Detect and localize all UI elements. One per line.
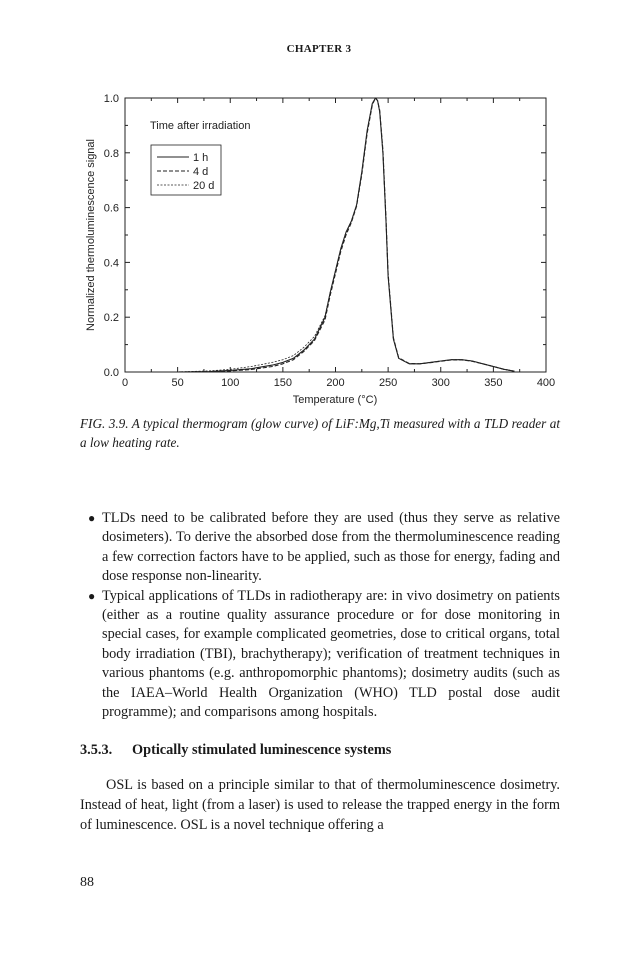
- y-tick-label: 0.8: [103, 147, 119, 160]
- bullet-icon: ●: [88, 588, 96, 603]
- chapter-header: CHAPTER 3: [286, 43, 352, 55]
- chart-annotation: Time after irradiation: [150, 120, 251, 132]
- series-line-20d: [125, 98, 514, 372]
- x-tick-label: 350: [484, 377, 503, 389]
- bullet-list: [88, 509, 560, 722]
- glow-curve-chart: [0, 0, 638, 410]
- y-tick-label: 0.4: [103, 257, 119, 270]
- list-item-text: Typical applications of TLDs in radiotherapy are: in vivo dosimetry on patients (either as a routine quality assurance procedure or for dose monitoring in special cases, for example complicated geometries, dose to critical organs, total body irradiation (TBI), brachytherapy); verification of treatment techniques in various phantoms (e.g. anthropomorphic phantoms); dosimetry audits (such as the IAEA–World Health Organization (WHO) TLD postal dose audit programme); and comparisons among hospitals.: [102, 587, 560, 721]
- x-axis-label: Temperature (°C): [292, 394, 378, 406]
- section-heading: [80, 742, 560, 759]
- series-line-1h: [125, 98, 514, 372]
- bullet-icon: ●: [88, 511, 96, 525]
- x-tick-label: 250: [378, 377, 398, 389]
- legend-label: 1 h: [193, 152, 209, 164]
- figure-caption: FIG. 3.9. A typical thermogram (glow curve) of LiF:Mg,Ti measured with a TLD reader at a low heating rate.: [80, 416, 560, 450]
- section-number: 3.5.3.: [80, 742, 113, 758]
- legend-label: 20 d: [193, 180, 215, 192]
- x-tick-label: 300: [431, 377, 450, 389]
- x-tick-label: 50: [171, 377, 184, 389]
- y-tick-label: 0.2: [103, 312, 119, 325]
- x-tick-label: 200: [326, 377, 345, 389]
- y-tick-label: 0.0: [103, 367, 119, 379]
- y-tick-label: 1.0: [103, 93, 119, 105]
- chart-legend: [151, 145, 221, 195]
- x-tick-label: 100: [221, 377, 240, 389]
- body-paragraph: OSL is based on a principle similar to that of thermoluminescence dosimetry. Instead of heat, light (from a laser) is used to release the trapped energy in the form of luminescence. OSL is a novel technique offering a: [80, 777, 560, 833]
- series-line-4d: [125, 98, 514, 372]
- section-title: Optically stimulated luminescence systems: [132, 742, 392, 758]
- x-tick-label: 400: [536, 377, 556, 389]
- y-axis-label: Normalized thermoluminescence signal: [85, 139, 97, 331]
- x-tick-label: 0: [121, 377, 129, 389]
- list-item: [88, 587, 560, 723]
- y-tick-label: 0.6: [103, 202, 119, 215]
- x-tick-label: 150: [273, 377, 293, 389]
- list-item-text: TLDs need to be calibrated before they are used (thus they serve as relative dosimeters). To derive the absorbed dose from the thermoluminescence reading a few correction factors have to be applied, such as those for energy, fading and dose response non-linearity.: [102, 510, 560, 585]
- list-item: [88, 509, 560, 587]
- page-number: 88: [80, 875, 94, 890]
- legend-label: 4 d: [193, 166, 209, 178]
- plot-frame: [125, 98, 546, 372]
